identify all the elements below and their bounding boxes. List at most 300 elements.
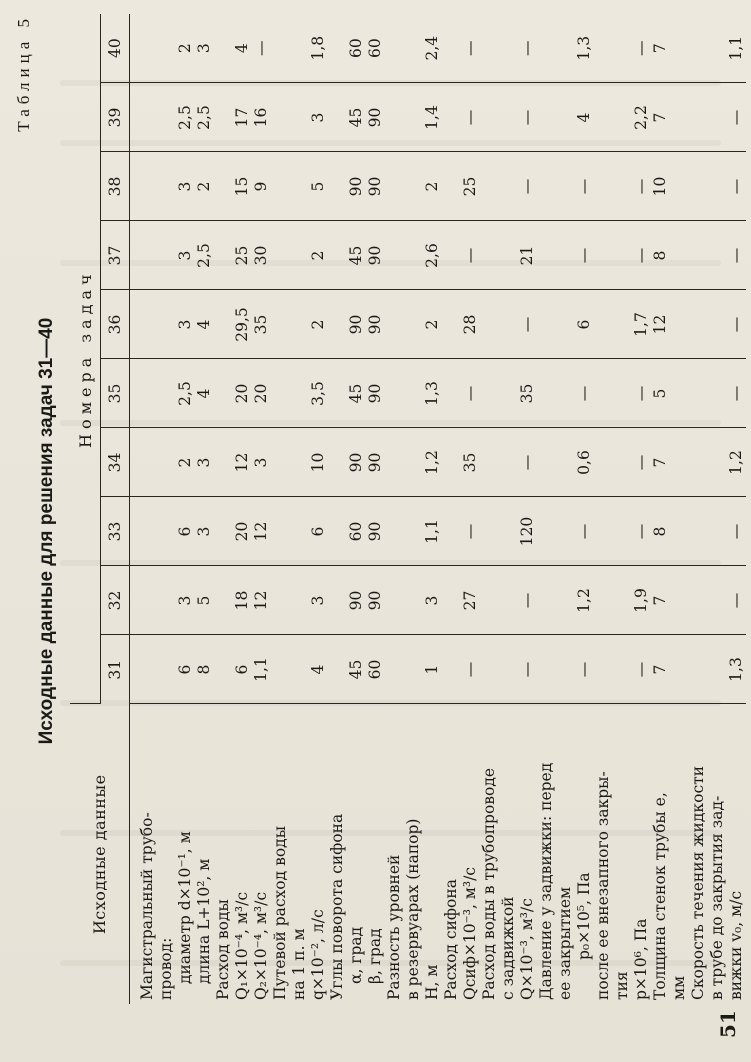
- value-cell: [290, 569, 309, 633]
- value-cell: [689, 638, 708, 702]
- value-cell: 35: [461, 452, 479, 473]
- task-number-37: 37: [101, 221, 130, 290]
- value-cell: 1: [423, 664, 441, 675]
- param-line: в трубе до закрытия зад-: [708, 795, 726, 1000]
- value-cell: [138, 224, 157, 288]
- value-cell: [708, 224, 727, 288]
- value-cell: [290, 293, 309, 357]
- value-cell: [328, 16, 347, 81]
- value-cell: 90: [347, 176, 365, 197]
- value-cell: 6: [575, 319, 593, 330]
- value-cell: [138, 638, 157, 702]
- task-column-34: [130, 428, 747, 497]
- value-cell: 0,6: [575, 450, 593, 475]
- value-cell: 1,9: [632, 588, 650, 613]
- value-cell: [499, 569, 518, 633]
- value-cell: [556, 224, 575, 288]
- value-cell: 90: [347, 452, 365, 473]
- task-column-32: [130, 566, 747, 635]
- value-cell: [328, 431, 347, 495]
- task-column-36: [130, 290, 747, 359]
- value-cell: [613, 500, 632, 564]
- value-cell: —: [727, 109, 745, 126]
- value-cell: —: [632, 40, 650, 56]
- value-cell: [157, 362, 176, 426]
- param-line: длина L+10², м: [195, 858, 213, 984]
- param-line: Путевой расход воды: [271, 825, 289, 1000]
- value-cell: —: [575, 523, 593, 540]
- value-cell: —: [632, 523, 650, 540]
- param-line: диаметр d×10⁻¹, м: [176, 831, 194, 984]
- value-cell: 25: [233, 245, 251, 266]
- value-cell: [385, 569, 404, 633]
- value-cell: [290, 16, 309, 81]
- value-cell: [404, 638, 423, 702]
- value-cell: [157, 16, 176, 81]
- value-cell: —: [518, 661, 536, 678]
- value-cell: 12: [651, 314, 669, 335]
- value-cell: [404, 362, 423, 426]
- value-cell: 45: [347, 659, 365, 680]
- task-number-34: 34: [101, 428, 130, 497]
- value-cell: 7: [651, 457, 669, 468]
- value-cell: [670, 155, 689, 219]
- value-cell: [537, 638, 556, 702]
- value-cell: [271, 638, 290, 702]
- value-cell: —: [727, 316, 745, 333]
- value-cell: 15: [233, 176, 251, 197]
- param-line: p×10⁶, Па: [632, 918, 650, 1000]
- value-cell: 90: [347, 590, 365, 611]
- value-cell: [404, 16, 423, 81]
- value-cell: 7: [651, 664, 669, 675]
- param-line: Толщина стенок трубы e,: [651, 792, 669, 1000]
- value-cell: [214, 16, 233, 81]
- task-column-33: [130, 497, 747, 566]
- value-cell: [613, 569, 632, 633]
- value-cell: —: [727, 385, 745, 402]
- value-cell: [271, 155, 290, 219]
- value-cell: 4: [309, 664, 327, 675]
- value-cell: 2: [309, 319, 327, 330]
- task-number-36: 36: [101, 290, 130, 359]
- value-cell: 2,5: [176, 381, 194, 406]
- value-cell: 6: [233, 664, 251, 675]
- value-cell: [556, 569, 575, 633]
- value-cell: 30: [252, 245, 270, 266]
- value-cell: 2,5: [195, 105, 213, 130]
- value-cell: [290, 362, 309, 426]
- value-cell: 45: [347, 383, 365, 404]
- value-cell: [442, 500, 461, 564]
- value-cell: [157, 86, 176, 150]
- value-cell: [670, 16, 689, 81]
- param-line: в резервуарах (напор): [404, 818, 422, 1000]
- value-cell: 21: [518, 245, 536, 266]
- param-line: мм: [670, 975, 688, 1000]
- value-cell: 25: [461, 176, 479, 197]
- value-cell: 4: [575, 112, 593, 123]
- value-cell: —: [632, 178, 650, 195]
- value-cell: 1,3: [575, 35, 593, 61]
- value-cell: [442, 224, 461, 288]
- param-line: Скорость течения жидкости: [689, 765, 707, 1000]
- value-cell: [480, 224, 499, 288]
- param-line: Расход воды: [214, 899, 232, 1000]
- value-cell: 12: [252, 590, 270, 611]
- param-line: Q₂×10⁻⁴, м³/с: [252, 891, 270, 1000]
- value-cell: 2,4: [423, 35, 441, 61]
- value-cell: [385, 638, 404, 702]
- value-cell: [328, 224, 347, 288]
- value-cell: [290, 638, 309, 702]
- value-cell: [613, 16, 632, 81]
- value-cell: 35: [252, 314, 270, 335]
- value-cell: 90: [366, 245, 384, 266]
- value-cell: [670, 500, 689, 564]
- value-cell: [708, 362, 727, 426]
- value-cell: [214, 638, 233, 702]
- value-cell: [708, 431, 727, 495]
- value-cell: [499, 362, 518, 426]
- value-cell: 1,3: [423, 381, 441, 406]
- value-cell: 3: [195, 457, 213, 468]
- value-cell: [613, 293, 632, 357]
- params-header: Исходные данные: [70, 704, 130, 1004]
- value-cell: 3: [309, 595, 327, 606]
- page-number: 51: [716, 1010, 740, 1038]
- value-cell: [328, 86, 347, 150]
- value-cell: [670, 293, 689, 357]
- value-cell: [613, 155, 632, 219]
- value-cell: 2: [195, 181, 213, 192]
- value-cell: [290, 86, 309, 150]
- value-cell: —: [518, 454, 536, 471]
- value-cell: [138, 569, 157, 633]
- value-cell: [594, 155, 613, 219]
- value-cell: 45: [347, 107, 365, 128]
- value-cell: 90: [366, 452, 384, 473]
- param-line: β, град: [366, 928, 384, 984]
- task-number-33: 33: [101, 497, 130, 566]
- value-cell: 2,6: [423, 243, 441, 268]
- value-cell: [138, 16, 157, 81]
- value-cell: 60: [366, 38, 384, 59]
- value-cell: 1,2: [423, 450, 441, 475]
- value-cell: [328, 155, 347, 219]
- table-row: [130, 14, 747, 1004]
- value-cell: —: [461, 40, 479, 56]
- value-cell: [442, 86, 461, 150]
- value-cell: [556, 293, 575, 357]
- value-cell: [385, 500, 404, 564]
- value-cell: —: [727, 247, 745, 264]
- param-line: Расход сифона: [442, 879, 460, 1000]
- value-cell: [271, 86, 290, 150]
- value-cell: [689, 500, 708, 564]
- value-cell: —: [518, 316, 536, 333]
- value-cell: 2: [309, 250, 327, 261]
- task-number-35: 35: [101, 359, 130, 428]
- value-cell: [594, 224, 613, 288]
- param-line: Qсиф×10⁻³, м³/с: [461, 867, 479, 1000]
- value-cell: [613, 86, 632, 150]
- value-cell: [499, 293, 518, 357]
- value-cell: [708, 500, 727, 564]
- param-line: Давление у задвижки: перед: [537, 762, 555, 1000]
- value-cell: 2,2: [632, 105, 650, 130]
- value-cell: [442, 431, 461, 495]
- task-column-39: [130, 83, 747, 152]
- value-cell: 3: [176, 595, 194, 606]
- value-cell: [556, 431, 575, 495]
- value-cell: 60: [347, 38, 365, 59]
- value-cell: —: [518, 40, 536, 56]
- value-cell: [499, 224, 518, 288]
- param-line: с задвижкой: [499, 896, 517, 1000]
- value-cell: 3: [176, 319, 194, 330]
- value-cell: [670, 224, 689, 288]
- param-line: Разность уровней: [385, 854, 403, 1000]
- value-cell: [138, 362, 157, 426]
- value-cell: [499, 500, 518, 564]
- value-cell: [708, 293, 727, 357]
- value-cell: —: [575, 178, 593, 195]
- value-cell: [480, 362, 499, 426]
- value-cell: 1,8: [309, 35, 327, 61]
- value-cell: 1,2: [727, 450, 745, 475]
- value-cell: [594, 293, 613, 357]
- value-cell: 5: [309, 181, 327, 192]
- value-cell: 2: [423, 181, 441, 192]
- value-cell: [404, 500, 423, 564]
- value-cell: 1,1: [252, 657, 270, 682]
- value-cell: —: [575, 385, 593, 402]
- value-cell: —: [632, 247, 650, 264]
- value-cell: 1,7: [632, 312, 650, 337]
- value-cell: 1,3: [727, 657, 745, 682]
- value-cell: [214, 155, 233, 219]
- value-cell: 1,1: [727, 35, 745, 61]
- value-cell: 20: [252, 383, 270, 404]
- value-cell: [157, 638, 176, 702]
- value-cell: [271, 362, 290, 426]
- value-cell: [157, 569, 176, 633]
- value-cell: 3: [252, 457, 270, 468]
- value-cell: [708, 638, 727, 702]
- param-line: α, град: [347, 926, 365, 984]
- value-cell: [480, 293, 499, 357]
- value-cell: [157, 293, 176, 357]
- value-cell: [328, 569, 347, 633]
- value-cell: [537, 224, 556, 288]
- value-cell: [404, 86, 423, 150]
- value-cell: [385, 86, 404, 150]
- value-cell: 1,4: [423, 105, 441, 130]
- value-cell: 90: [366, 521, 384, 542]
- value-cell: [290, 431, 309, 495]
- value-cell: 10: [651, 176, 669, 197]
- value-cell: [442, 155, 461, 219]
- value-cell: 4: [233, 43, 251, 54]
- value-cell: [594, 500, 613, 564]
- value-cell: [594, 431, 613, 495]
- value-cell: 5: [651, 388, 669, 399]
- value-cell: —: [632, 661, 650, 678]
- value-cell: [537, 16, 556, 81]
- value-cell: 3: [176, 181, 194, 192]
- value-cell: 120: [518, 516, 536, 547]
- value-cell: [556, 86, 575, 150]
- value-cell: [594, 86, 613, 150]
- task-column-37: [130, 221, 747, 290]
- value-cell: [556, 155, 575, 219]
- value-cell: [271, 224, 290, 288]
- value-cell: 60: [347, 521, 365, 542]
- param-line: H, м: [423, 964, 441, 1000]
- value-cell: [214, 500, 233, 564]
- value-cell: [442, 293, 461, 357]
- value-cell: 3,5: [309, 381, 327, 406]
- value-cell: [442, 569, 461, 633]
- value-cell: 45: [347, 245, 365, 266]
- param-line: Магистральный трубо-: [138, 812, 156, 1000]
- value-cell: 6: [176, 526, 194, 537]
- value-cell: 29,5: [233, 307, 251, 342]
- value-cell: [442, 16, 461, 81]
- value-cell: [499, 155, 518, 219]
- value-cell: 7: [651, 43, 669, 54]
- value-cell: 12: [233, 452, 251, 473]
- param-line: вижки v₀, м/с: [727, 890, 745, 1000]
- value-cell: [670, 638, 689, 702]
- value-cell: [537, 293, 556, 357]
- param-line: Углы поворота сифона: [328, 813, 346, 1000]
- value-cell: [670, 569, 689, 633]
- value-cell: —: [632, 385, 650, 402]
- param-line: q×10⁻², л/с: [309, 909, 327, 1000]
- value-cell: [138, 431, 157, 495]
- value-cell: 20: [233, 383, 251, 404]
- value-cell: 12: [252, 521, 270, 542]
- value-cell: —: [727, 178, 745, 195]
- value-cell: [271, 569, 290, 633]
- value-cell: 3: [195, 43, 213, 54]
- value-cell: 1,2: [575, 588, 593, 613]
- value-cell: 20: [233, 521, 251, 542]
- value-cell: [442, 638, 461, 702]
- value-cell: 7: [651, 595, 669, 606]
- param-line: после ее внезапного закры-: [594, 771, 612, 1000]
- value-cell: —: [575, 247, 593, 264]
- value-cell: [480, 500, 499, 564]
- value-cell: 3: [176, 250, 194, 261]
- value-cell: [670, 362, 689, 426]
- value-cell: 5: [195, 595, 213, 606]
- value-cell: —: [632, 454, 650, 471]
- value-cell: [328, 500, 347, 564]
- value-cell: [404, 224, 423, 288]
- value-cell: —: [518, 592, 536, 609]
- value-cell: [537, 155, 556, 219]
- value-cell: [537, 500, 556, 564]
- value-cell: —: [252, 40, 270, 56]
- value-cell: [556, 16, 575, 81]
- value-cell: —: [727, 523, 745, 540]
- value-cell: —: [461, 385, 479, 402]
- value-cell: 8: [651, 526, 669, 537]
- value-cell: [290, 500, 309, 564]
- value-cell: 18: [233, 590, 251, 611]
- value-cell: [271, 293, 290, 357]
- task-number-32: 32: [101, 566, 130, 635]
- value-cell: 7: [651, 112, 669, 123]
- value-cell: [537, 362, 556, 426]
- value-cell: [157, 431, 176, 495]
- value-cell: [708, 16, 727, 81]
- value-cell: [480, 155, 499, 219]
- value-cell: [499, 16, 518, 81]
- value-cell: 90: [347, 314, 365, 335]
- value-cell: [689, 86, 708, 150]
- param-line: тия: [613, 971, 631, 1000]
- value-cell: 4: [195, 388, 213, 399]
- value-cell: 1,1: [423, 519, 441, 544]
- value-cell: [613, 224, 632, 288]
- value-cell: 4: [195, 319, 213, 330]
- value-cell: [480, 16, 499, 81]
- value-cell: [214, 86, 233, 150]
- value-cell: 90: [366, 590, 384, 611]
- value-cell: [138, 86, 157, 150]
- value-cell: 90: [366, 383, 384, 404]
- value-cell: 8: [195, 664, 213, 675]
- task-column-40: [130, 14, 747, 83]
- value-cell: —: [575, 661, 593, 678]
- value-cell: [613, 638, 632, 702]
- value-cell: 3: [195, 526, 213, 537]
- value-cell: —: [461, 523, 479, 540]
- value-cell: [670, 86, 689, 150]
- value-cell: [499, 86, 518, 150]
- value-cell: —: [727, 592, 745, 609]
- param-line: Q₁×10⁻⁴, м³/с: [233, 891, 251, 1000]
- data-table: [70, 14, 746, 1004]
- task-column-31: [130, 635, 747, 704]
- value-cell: [271, 16, 290, 81]
- value-cell: [404, 155, 423, 219]
- value-cell: [556, 362, 575, 426]
- value-cell: [708, 569, 727, 633]
- value-cell: 10: [309, 452, 327, 473]
- value-cell: —: [518, 109, 536, 126]
- value-cell: 2: [176, 43, 194, 54]
- task-number-38: 38: [101, 152, 130, 221]
- value-cell: [157, 500, 176, 564]
- value-cell: [537, 86, 556, 150]
- value-cell: [689, 431, 708, 495]
- value-cell: [328, 362, 347, 426]
- value-cell: [689, 16, 708, 81]
- value-cell: 17: [233, 107, 251, 128]
- task-number-40: 40: [101, 14, 130, 83]
- value-cell: 9: [252, 181, 270, 192]
- value-cell: 2,5: [195, 243, 213, 268]
- value-cell: [708, 86, 727, 150]
- value-cell: [594, 16, 613, 81]
- value-cell: [328, 293, 347, 357]
- value-cell: [157, 155, 176, 219]
